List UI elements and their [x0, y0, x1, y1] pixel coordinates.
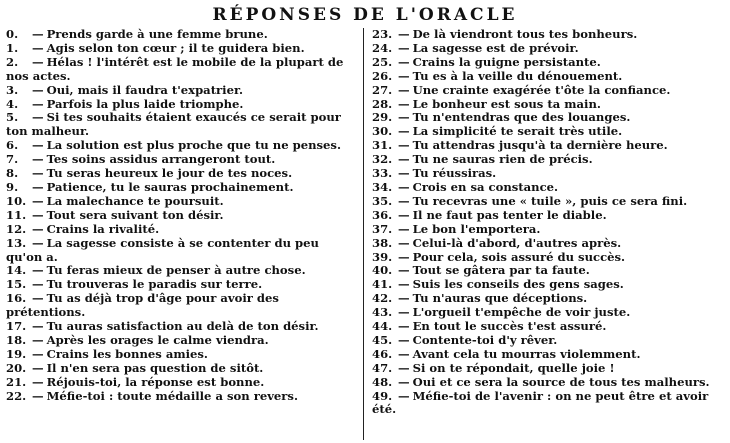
answer-number: 29.	[372, 110, 393, 125]
answer-text: Crains les bonnes amies.	[46, 346, 208, 361]
answer-dash: —	[398, 360, 410, 375]
oracle-answer	[6, 264, 358, 278]
answer-number: 31.	[372, 138, 393, 153]
oracle-answer	[372, 167, 724, 181]
answer-text: Une crainte exagérée t'ôte la confiance.	[412, 82, 671, 97]
answer-dash: —	[32, 235, 44, 250]
answer-number: 26.	[372, 68, 393, 83]
answer-dash: —	[32, 291, 44, 306]
answer-text: Tu es à la veille du dénouement.	[412, 68, 623, 83]
answer-number: 30.	[372, 124, 393, 139]
answer-dash: —	[32, 82, 44, 97]
answer-text: Tu auras satisfaction au delà de ton désir.	[46, 319, 319, 334]
answer-number: 36.	[372, 207, 393, 222]
answer-text: Oui, mais il faudra t'expatrier.	[46, 82, 244, 97]
answer-number: 0.	[6, 27, 19, 41]
answer-text: Tu as déjà trop d'âge pour avoir des prétentions.	[6, 291, 279, 320]
answer-dash: —	[398, 346, 410, 361]
oracle-answer	[372, 98, 724, 112]
oracle-answer	[372, 28, 724, 42]
answers-column-left	[6, 28, 364, 417]
answer-number: 41.	[372, 277, 393, 292]
answer-text: Tu trouveras le paradis sur terre.	[46, 277, 263, 292]
answer-number: 16.	[6, 291, 27, 306]
answer-text: Parfois la plus laide triomphe.	[46, 96, 244, 111]
answer-dash: —	[398, 374, 410, 389]
answer-number: 22.	[6, 388, 27, 403]
answers-column-right	[364, 28, 724, 417]
column-divider	[363, 28, 364, 440]
oracle-answer	[6, 56, 358, 84]
answer-number: 37.	[372, 221, 393, 236]
answer-text: Méfie-toi de l'avenir : on ne peut être et avoir été.	[372, 388, 709, 417]
answer-number: 40.	[372, 263, 393, 278]
answer-dash: —	[32, 207, 44, 222]
answer-dash: —	[32, 388, 44, 403]
oracle-answer	[6, 195, 358, 209]
oracle-answer	[6, 209, 358, 223]
answer-text: Patience, tu le sauras prochainement.	[46, 179, 294, 194]
answer-number: 1.	[6, 40, 19, 55]
oracle-answer	[372, 209, 724, 223]
answer-number: 19.	[6, 346, 27, 361]
oracle-answer	[372, 56, 724, 70]
oracle-answer	[6, 334, 358, 348]
answer-dash: —	[398, 277, 410, 292]
oracle-answer	[372, 264, 724, 278]
answer-text: Tu seras heureux le jour de tes noces.	[46, 166, 293, 181]
oracle-answer	[372, 278, 724, 292]
answer-dash: —	[32, 166, 44, 181]
answer-number: 14.	[6, 263, 27, 278]
answer-dash: —	[398, 221, 410, 236]
answer-text: Réjouis-toi, la réponse est bonne.	[46, 374, 265, 389]
oracle-answer	[6, 320, 358, 334]
answer-dash: —	[32, 40, 44, 55]
answer-text: Oui et ce sera la source de tous tes malheurs.	[412, 374, 710, 389]
oracle-answer	[372, 376, 724, 390]
answer-text: Le bon l'emportera.	[412, 221, 541, 236]
oracle-answer	[6, 348, 358, 362]
oracle-answer	[372, 223, 724, 237]
answer-text: La sagesse est de prévoir.	[412, 40, 579, 55]
oracle-answer	[372, 153, 724, 167]
answer-text: Tu attendras jusqu'à ta dernière heure.	[412, 138, 668, 153]
oracle-answer	[372, 195, 724, 209]
answer-dash: —	[32, 96, 44, 111]
oracle-answer	[372, 139, 724, 153]
answer-number: 3.	[6, 82, 19, 97]
answer-dash: —	[398, 388, 410, 403]
answer-dash: —	[398, 27, 410, 41]
oracle-answer	[6, 278, 358, 292]
answer-text: Agis selon ton cœur ; il te guidera bien.	[46, 40, 305, 55]
answer-text: De là viendront tous tes bonheurs.	[412, 27, 638, 41]
oracle-answer	[6, 153, 358, 167]
answer-dash: —	[398, 207, 410, 222]
oracle-answer	[372, 292, 724, 306]
answer-number: 8.	[6, 166, 19, 181]
answer-number: 4.	[6, 96, 19, 111]
answer-dash: —	[32, 193, 44, 208]
answer-number: 44.	[372, 319, 393, 334]
answer-text: Prends garde à une femme brune.	[46, 27, 268, 41]
answer-text: Hélas ! l'intérêt est le mobile de la plupart de nos actes.	[6, 54, 344, 83]
answer-dash: —	[398, 305, 410, 320]
answer-dash: —	[32, 277, 44, 292]
answer-text: Tu recevras une « tuile », puis ce sera fini.	[412, 193, 688, 208]
oracle-answer	[372, 348, 724, 362]
answer-text: Il n'en sera pas question de sitôt.	[46, 360, 264, 375]
answer-number: 15.	[6, 277, 27, 292]
answer-dash: —	[32, 346, 44, 361]
oracle-answer	[372, 306, 724, 320]
oracle-answer	[6, 84, 358, 98]
answer-text: Tout se gâtera par ta faute.	[412, 263, 590, 278]
answer-dash: —	[32, 110, 44, 125]
oracle-answer	[372, 237, 724, 251]
answer-dash: —	[398, 124, 410, 139]
answer-dash: —	[32, 138, 44, 153]
answer-dash: —	[398, 152, 410, 167]
oracle-answer	[6, 390, 358, 404]
oracle-answer	[6, 376, 358, 390]
answer-dash: —	[32, 374, 44, 389]
oracle-answer	[6, 362, 358, 376]
answer-number: 32.	[372, 152, 393, 167]
answer-dash: —	[398, 166, 410, 181]
answer-number: 28.	[372, 96, 393, 111]
oracle-answer	[372, 320, 724, 334]
oracle-answer	[6, 98, 358, 112]
answer-number: 39.	[372, 249, 393, 264]
answer-text: Méfie-toi : toute médaille a son revers.	[46, 388, 298, 403]
answer-dash: —	[398, 319, 410, 334]
answer-dash: —	[32, 152, 44, 167]
answer-number: 43.	[372, 305, 393, 320]
answer-number: 12.	[6, 221, 27, 236]
answer-text: Tu réussiras.	[412, 166, 497, 181]
answer-number: 25.	[372, 54, 393, 69]
oracle-answer	[6, 42, 358, 56]
answer-number: 34.	[372, 179, 393, 194]
answer-number: 7.	[6, 152, 19, 167]
oracle-answer	[372, 84, 724, 98]
oracle-answer	[6, 28, 358, 42]
answer-text: Tu n'entendras que des louanges.	[412, 110, 631, 125]
answer-number: 23.	[372, 27, 393, 41]
answer-dash: —	[398, 263, 410, 278]
answer-dash: —	[32, 221, 44, 236]
answer-number: 35.	[372, 193, 393, 208]
answer-text: Crains la rivalité.	[46, 221, 160, 236]
answer-text: Après les orages le calme viendra.	[46, 332, 269, 347]
answer-text: Il ne faut pas tenter le diable.	[412, 207, 607, 222]
oracle-answer	[372, 125, 724, 139]
answer-number: 20.	[6, 360, 27, 375]
answer-text: Tout sera suivant ton désir.	[46, 207, 224, 222]
answer-number: 27.	[372, 82, 393, 97]
answer-number: 38.	[372, 235, 393, 250]
answer-dash: —	[32, 263, 44, 278]
answer-text: La solution est plus proche que tu ne penses.	[46, 138, 341, 153]
answer-dash: —	[32, 27, 44, 41]
answer-dash: —	[398, 193, 410, 208]
oracle-answer	[372, 70, 724, 84]
answer-text: L'orgueil t'empêche de voir juste.	[412, 305, 631, 320]
answer-dash: —	[398, 96, 410, 111]
answer-dash: —	[32, 319, 44, 334]
answer-number: 13.	[6, 235, 27, 250]
answer-text: Contente-toi d'y rêver.	[412, 332, 558, 347]
answer-text: Si tes souhaits étaient exaucés ce serait pour ton malheur.	[6, 110, 341, 139]
oracle-answer	[372, 390, 724, 418]
oracle-answer	[6, 181, 358, 195]
answer-dash: —	[32, 54, 44, 69]
answer-text: Suis les conseils des gens sages.	[412, 277, 624, 292]
answer-dash: —	[398, 235, 410, 250]
answer-text: En tout le succès t'est assuré.	[412, 319, 607, 334]
oracle-answer	[372, 42, 724, 56]
answer-text: Tu n'auras que déceptions.	[412, 291, 588, 306]
answer-number: 6.	[6, 138, 19, 153]
answer-dash: —	[398, 291, 410, 306]
oracle-answer	[6, 223, 358, 237]
answer-text: Celui-là d'abord, d'autres après.	[412, 235, 622, 250]
answer-number: 46.	[372, 346, 393, 361]
oracle-answer	[6, 167, 358, 181]
answer-number: 9.	[6, 179, 19, 194]
answer-number: 45.	[372, 332, 393, 347]
answer-dash: —	[398, 40, 410, 55]
answer-number: 49.	[372, 388, 393, 403]
answer-number: 2.	[6, 54, 19, 69]
answer-dash: —	[32, 332, 44, 347]
answer-dash: —	[398, 110, 410, 125]
answer-number: 10.	[6, 193, 27, 208]
answer-dash: —	[398, 179, 410, 194]
answer-number: 42.	[372, 291, 393, 306]
oracle-answer	[372, 362, 724, 376]
answer-number: 24.	[372, 40, 393, 55]
oracle-answer	[6, 237, 358, 265]
answer-text: Tu ne sauras rien de précis.	[412, 152, 593, 167]
oracle-answer	[6, 111, 358, 139]
answer-number: 21.	[6, 374, 27, 389]
oracle-answer	[372, 334, 724, 348]
answer-text: Pour cela, sois assuré du succès.	[412, 249, 626, 264]
answer-number: 48.	[372, 374, 393, 389]
answer-text: Tes soins assidus arrangeront tout.	[46, 152, 276, 167]
answer-text: Crains la guigne persistante.	[412, 54, 601, 69]
answer-dash: —	[398, 82, 410, 97]
answers-columns	[6, 28, 724, 417]
answer-number: 5.	[6, 110, 19, 125]
answer-text: La malechance te poursuit.	[46, 193, 224, 208]
answer-dash: —	[398, 332, 410, 347]
answer-dash: —	[398, 68, 410, 83]
answer-text: Tu feras mieux de penser à autre chose.	[46, 263, 306, 278]
answer-text: Crois en sa constance.	[412, 179, 559, 194]
answer-number: 18.	[6, 332, 27, 347]
answer-text: Le bonheur est sous ta main.	[412, 96, 601, 111]
answer-text: Avant cela tu mourras violemment.	[412, 346, 641, 361]
answer-text: Si on te répondait, quelle joie !	[412, 360, 615, 375]
oracle-answer	[6, 292, 358, 320]
answer-dash: —	[398, 138, 410, 153]
answer-dash: —	[398, 249, 410, 264]
oracle-answer	[372, 251, 724, 265]
answer-number: 33.	[372, 166, 393, 181]
answer-text: La simplicité te serait très utile.	[412, 124, 623, 139]
answer-text: La sagesse consiste à se contenter du peu qu'on a.	[6, 235, 319, 264]
answer-number: 11.	[6, 207, 27, 222]
answer-dash: —	[32, 360, 44, 375]
answer-dash: —	[398, 54, 410, 69]
oracle-answer	[6, 139, 358, 153]
page-title: RÉPONSES DE L'ORACLE	[212, 5, 518, 25]
oracle-answer	[372, 181, 724, 195]
answer-number: 17.	[6, 319, 27, 334]
answer-dash: —	[32, 179, 44, 194]
oracle-answer	[372, 111, 724, 125]
answer-number: 47.	[372, 360, 393, 375]
